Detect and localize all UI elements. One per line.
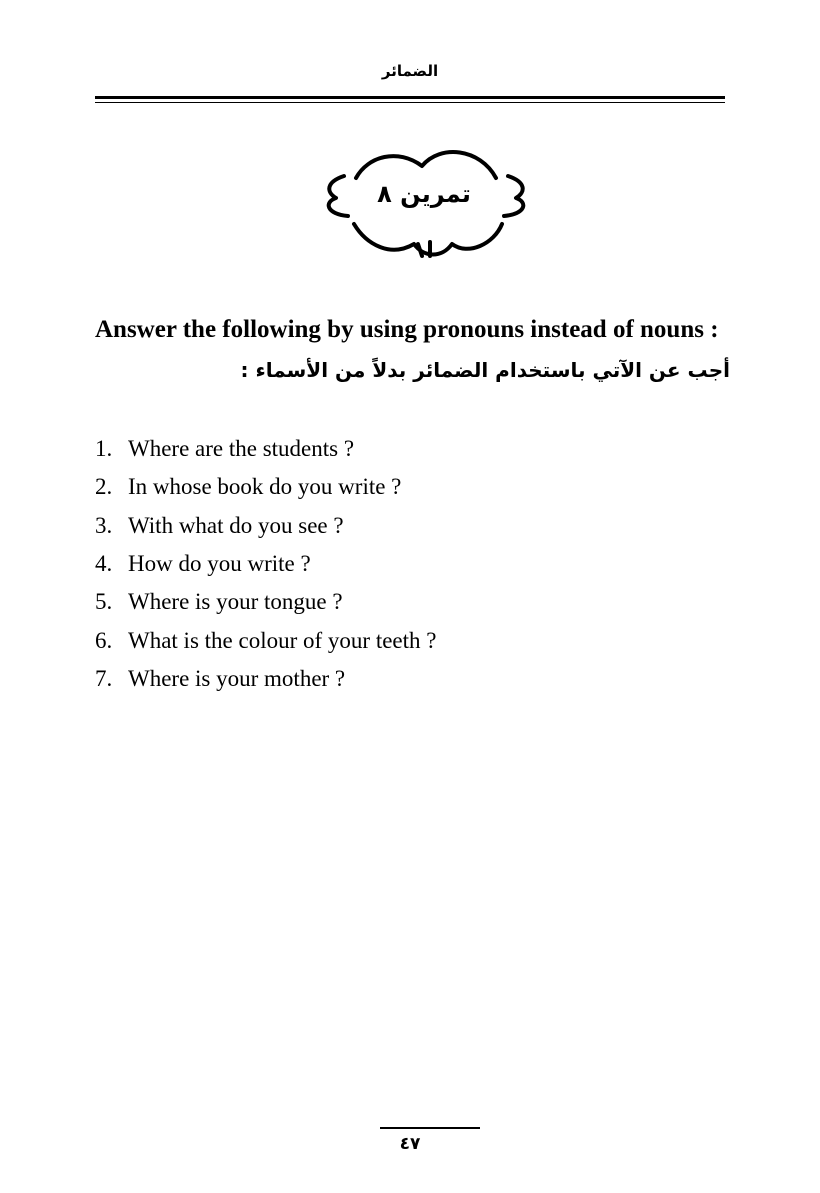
header-rule-thick: [95, 96, 725, 99]
question-number: 6.: [95, 627, 113, 653]
question-text: How do you write ?: [128, 551, 311, 577]
footer-rule: [380, 1127, 480, 1129]
instruction-arabic: أجب عن الآتي باستخدام الضمائر بدلاً من الأسماء :: [240, 358, 730, 382]
question-number: 3.: [95, 512, 113, 538]
list-item: [95, 468, 436, 506]
question-number: 7.: [95, 665, 113, 691]
exercise-title: تمرين ٨: [377, 180, 471, 208]
list-item: [95, 621, 436, 659]
running-head: الضمائر: [381, 62, 439, 80]
list-item: [95, 507, 436, 545]
question-text: With what do you see ?: [128, 512, 344, 538]
question-list: [95, 430, 436, 698]
question-number: 4.: [95, 551, 113, 577]
exercise-badge: [318, 140, 530, 262]
question-text: Where is your mother ?: [128, 665, 346, 691]
page-number: ٤٧: [399, 1134, 421, 1154]
question-text: What is the colour of your teeth ?: [128, 627, 437, 653]
question-text: Where is your tongue ?: [128, 589, 343, 615]
list-item: [95, 583, 436, 621]
list-item: [95, 660, 436, 698]
list-item: [95, 545, 436, 583]
question-number: 5.: [95, 589, 113, 615]
question-number: 1.: [95, 436, 113, 462]
question-text: In whose book do you write ?: [128, 474, 402, 500]
instruction-english: Answer the following by using pronouns instead of nouns :: [95, 316, 719, 343]
list-item: [95, 430, 436, 468]
question-text: Where are the students ?: [128, 436, 355, 462]
header-rule-thin: [95, 102, 725, 103]
question-number: 2.: [95, 474, 113, 500]
